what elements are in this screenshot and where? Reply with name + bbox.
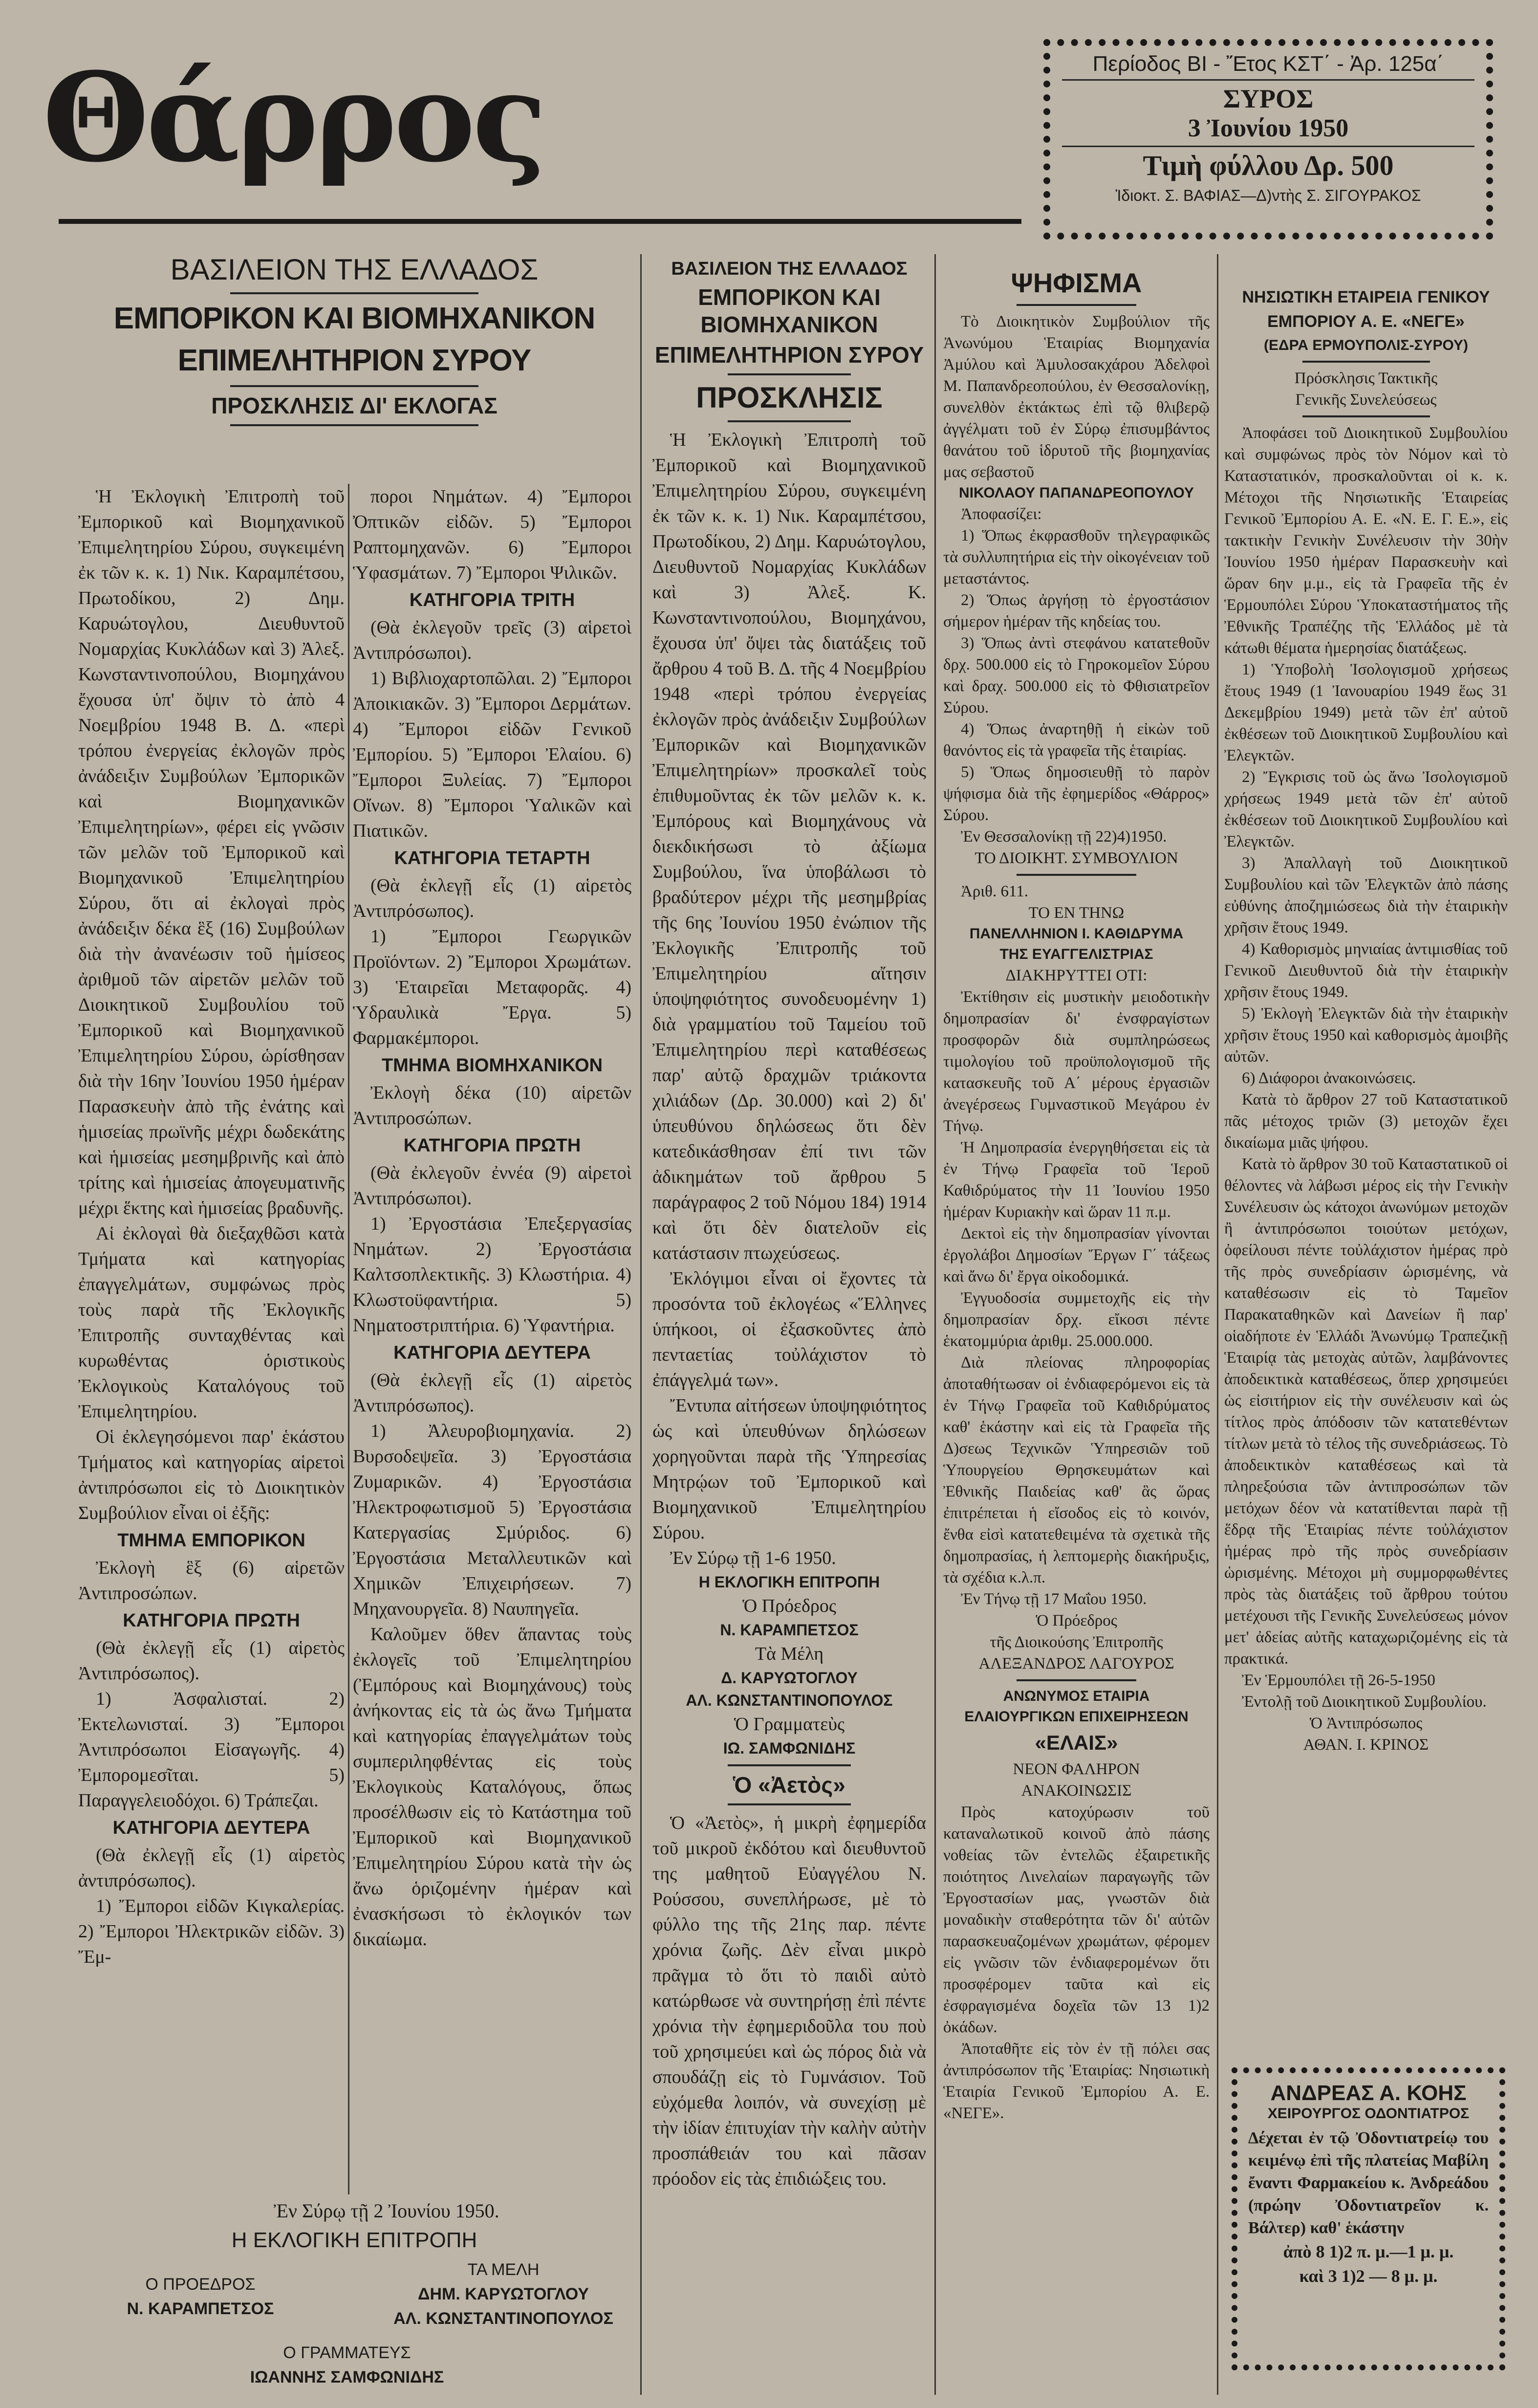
paragraph: (Θὰ ἐκλεγῇ εἷς (1) αἱρετὸς Ἀντιπρόσωπος).: [78, 1638, 345, 1684]
paragraph: 3) Ἀπαλλαγὴ τοῦ Διοικητικοῦ Συμβουλίου καὶ τῶν Ἐλεγκτῶν ἀπὸ πάσης εὐθύνης ἀποζημιώσεως διὰ τὴν ἑταιρικὴν χρῆσιν ἔτους 1949.: [1224, 854, 1508, 936]
divider: [1302, 361, 1430, 363]
issue-date: 3 Ἰουνίου 1950: [1062, 114, 1474, 147]
paragraph: Ἐν Θεσσαλονίκῃ τῇ 22)4)1950.: [961, 828, 1167, 846]
heading: ΚΑΤΗΓΟΡΙΑ ΠΡΩΤΗ: [123, 1610, 300, 1631]
heading: ΕΜΠΟΡΙΟΥ Α. Ε. «ΝΕΓΕ»: [1267, 312, 1465, 331]
kingdom-heading: [78, 252, 630, 287]
ad-hours: καὶ 3 1)2 — 8 μ. μ.: [1299, 2266, 1438, 2286]
ad-profession: ΧΕΙΡΟΥΡΓΟΣ ΟΔΟΝΤΙΑΤΡΟΣ: [1267, 2105, 1470, 2122]
centered-line: Ὁ Γραμματεὺς: [734, 1714, 845, 1735]
divider: [230, 424, 479, 426]
masthead-rule: [59, 219, 1021, 224]
centered-line: ΤΟ ΕΝ ΤΗΝΩ: [1028, 904, 1125, 922]
president-label: Ο ΠΡΟΕΔΡΟΣ: [145, 2275, 256, 2294]
city: ΣΥΡΟΣ: [1223, 84, 1314, 113]
paragraph: Ἐν Τήνῳ τῇ 17 Μαΐου 1950.: [961, 1590, 1147, 1608]
signature-line: Ν. ΚΑΡΑΜΠΕΤΣΟΣ: [720, 1621, 859, 1639]
paragraph: Ἡ Ἐκλογικὴ Ἐπιτροπὴ τοῦ Ἐμπορικοῦ καὶ Βιομηχανικοῦ Ἐπιμελητηρίου Σύρου, συγκειμένη ἐκ τῶν κ. κ. 1) Νικ. Καραμπέτσου, Πρωτοδίκου, 2) Δημ. Καρυώτογλου, Διευθυντοῦ Νομαρχίας Κυκλάδων καὶ 3) Ἀλεξ. Κωνσταντινοπούλου, Βιομηχάνου ἔχουσα ὑπ' ὄψιν τὸ ἀπὸ 4 Νοεμβρίου 1948 Β. Δ. «περὶ τρόπου ἐνεργείας ἐκλογῶν πρὸς ἀνάδειξιν Συμβούλων Ἐμπορικῶν καὶ Βιομηχανικῶν Ἐπιμελητηρίων», φέρει εἰς γνῶσιν τῶν μελῶν τοῦ Ἐμπορικοῦ καὶ Βιομηχανικοῦ Ἐπιμελητηρίου Σύρου, ὅτι αἱ ἐκλογαὶ πρὸς ἀνάδειξιν δέκα ἓξ (16) Συμβούλων διὰ τὴν ἀνανέωσιν τοῦ ἡμίσεος ἀριθμοῦ τῶν αἱρετῶν μελῶν τοῦ Διοικητικοῦ Συμβουλίου τοῦ Ἐμπορικοῦ καὶ Βιομηχανικοῦ Ἐπιμελητηρίου Σύρου, ὡρίσθησαν διὰ τὴν 16ην Ἰουνίου 1950 ἡμέραν Παρασκευὴν ἀπὸ τῆς ἐνάτης καὶ ἡμισείας πρωϊνῆς μέχρι δωδεκάτης καὶ ἡμισείας μεσημβρινῆς καὶ ἀπὸ τρίτης καὶ ἡμισείας ἀπογευματινῆς μέχρι ἕκτης καὶ ἡμισείας βραδυνῆς.: [78, 486, 345, 1218]
paragraph: Δεκτοὶ εἰς τὴν δημοπρασίαν γίνονται ἐργολάβοι Δημοσίων Ἔργων Γ΄ τάξεως καὶ ἄνω δι' ἔργα οἰκοδομικά.: [943, 1225, 1210, 1285]
paragraph: Κατὰ τὸ ἄρθρον 30 τοῦ Καταστατικοῦ οἱ θέλοντες νὰ λάβωσι μέρος εἰς τὴν Γενικὴν Συνέλευσιν ὡς κάτοχοι ἀνωνύμων μετοχῶν ἢ ἀντιπρόσωποι τοιούτων μετόχων, ὀφείλουσι πέντε τοὐλάχιστον ἡμέρας πρὸ τῆς πρὸς συνεδρίασιν ὡρισμένης, νὰ καταθέσωσιν εἰς τὸ Ταμεῖον Παρακαταθηκῶν καὶ Δανείων ἢ παρ' οἱαδήποτε ἐν Ἑλλάδι Ἀνωνύμῳ Τραπεζικῇ Ἑταιρίᾳ τὰς μετοχὰς αὐτῶν, λαμβάνοντες ἀποδεικτικὰ καταθέσεως, ὅπερ χρησιμεύει ὡς εἰσιτήριον εἰς τὴν συνέλευσιν καὶ ὡς τίτλος πρὸς ἀπόδοσιν τῶν κατατεθέντων τίτλων μετὰ τὸ τέλος τῆς συνεδριάσεως. Τὸ ἀποδεικτικὸν καταθέσεως καὶ τὰ πληρεξούσια τῶν ἀντιπροσώπων τῶν μετόχων δέον νὰ κατατίθενται παρὰ τῇ ἕδρᾳ τῆς Ἑταιρίας πέντε τοὐλάχιστον ἡμέρας πρὸ τῆς πρὸς συνεδρίασιν ὡρισμένης. Μέτοχοι μὴ συμμορφωθέντες πρὸς τὰς διατάξεις τοῦ ἄρθρου τούτου μετέχουσι τῆς Γενικῆς Συνελεύσεως μόνον μετ' ἀδείας αὐτῆς καταχωριζομένης εἰς τὰ πρακτικά.: [1224, 1155, 1508, 1668]
committee-label: Η ΕΚΛΟΓΙΚΗ ΕΠΙΤΡΟΠΗ: [231, 2228, 477, 2252]
divider: [230, 292, 479, 294]
paragraph: 2) Ὅπως ἀργήσῃ τὸ ἐργοστάσιον σήμερον ἡμέραν τῆς κηδείας του.: [943, 591, 1210, 630]
centered-line: Ὁ Πρόεδρος: [742, 1596, 836, 1616]
heading: Ὁ «Ἀετὸς»: [733, 1772, 845, 1798]
paragraph: 1) Ὅπως ἐκφρασθοῦν τηλεγραφικῶς τὰ συλλυπητήρια εἰς τὴν οἰκογένειαν τοῦ μεταστάντος.: [943, 527, 1210, 587]
paragraph: Ἡ Δημοπρασία ἐνεργηθήσεται εἰς τὰ ἐν Τήνῳ Γραφεῖα τοῦ Ἱεροῦ Καθιδρύματος τὴν 11 Ἰουνίου 1950 ἡμέραν Κυριακὴν καὶ ὥραν 11 π.μ.: [943, 1139, 1210, 1221]
paragraph: Ἔντυπα αἰτήσεων ὑποψηφιότητος ὡς καὶ ὑπευθύνων δηλώσεων χορηγοῦνται παρὰ τῆς Ὑπηρεσίας Μητρῴων τοῦ Ἐμπορικοῦ καὶ Βιομηχανικοῦ Ἐπιμελητηρίου Σύρου.: [652, 1395, 926, 1543]
paragraph: 1) Ἐργοστάσια Ἐπεξεργασίας Νημάτων. 2) Ἐργοστάσια Καλτσοπλεκτικῆς. 3) Κλωστήρια. 4) Κλωστοϋφαντήρια. 5) Νηματοστριπτήρια. 6) Ὑφαντήρια.: [353, 1214, 631, 1336]
chamber-heading: [78, 341, 630, 380]
heading: ΚΑΤΗΓΟΡΙΑ ΤΡΙΤΗ: [409, 590, 575, 610]
signature-line: ΤΗΣ ΕΥΑΓΓΕΛΙΣΤΡΙΑΣ: [999, 946, 1153, 962]
paragraph: Αἱ ἐκλογαὶ θὰ διεξαχθῶσι κατὰ Τμήματα καὶ κατηγορίας ἐπαγγελμάτων, συμφώνως πρὸς τοὺς παρὰ τῆς Ἐκλογικῆς Ἐπιτροπῆς συνταχθέντας καὶ κυρωθέντας ὁριστικοὺς Ἐκλογικοὺς Καταλόγους τοῦ Ἐπιμελητηρίου.: [78, 1223, 345, 1422]
paragraph: (Θὰ ἐκλεγοῦν ἐννέα (9) αἱρετοὶ Ἀντιπρόσωποι).: [353, 1163, 631, 1209]
paragraph: (Θὰ ἐκλεγῇ εἷς (1) αἱρετὸς Ἀντιπρόσωπος).: [353, 1370, 631, 1416]
centered-line: ΤΟ ΔΙΟΙΚΗΤ. ΣΥΜΒΟΥΛΙΟΝ: [975, 849, 1178, 867]
president-name: Ν. ΚΑΡΑΜΠΕΤΣΟΣ: [127, 2300, 274, 2318]
divider: [230, 385, 479, 387]
heading: ΕΜΠΟΡΙΚΟΝ ΚΑΙ ΒΙΟΜΗΧΑΝΙΚΟΝ: [698, 284, 881, 337]
column-invitation-and-aetos: [652, 254, 926, 2191]
divider: [728, 373, 851, 375]
paragraph: Ἀποφάσει τοῦ Διοικητικοῦ Συμβουλίου καὶ συμφώνως πρὸς τὸν Νόμον καὶ τὸ Καταστατικόν, προσκαλοῦνται οἱ κ. κ. Μέτοχοι τῆς Νησιωτικῆς Ἑταιρείας Γενικοῦ Ἐμπορίου Α. Ε. «Ν. Ε. Γ. Ε.», εἰς τακτικὴν Γενικὴν Συνέλευσιν τὴν 30ὴν Ἰουνίου 1950 ἡμέραν Παρασκευὴν καὶ ὥραν 6ην μ.μ., εἰς τὰ Γραφεῖα τῆς ἐν Ἑρμουπόλει Σύρου Ὑποκαταστήματος τῆς Ἐθνικῆς Τραπέζης τῆς Ἑλλάδος μὲ τὰ κάτωθι θέματα ἡμερησίας διατάξεως.: [1224, 424, 1508, 657]
paragraph: (Θὰ ἐκλεγῇ εἷς (1) αἱρετὸς ἀντιπρόσωπος).: [78, 1845, 345, 1891]
centered-line: Πρόσκλησις Τακτικῆς: [1294, 369, 1438, 387]
issue-info: Περίοδος ΒΙ - Ἔτος ΚΣΤ΄ - Ἀρ. 125α΄: [1062, 52, 1474, 81]
member-name: ΑΛ. ΚΩΝΣΤΑΝΤΙΝΟΠΟΥΛΟΣ: [393, 2309, 613, 2328]
paragraph: Ἐκλογὴ δέκα (10) αἱρετῶν Ἀντιπροσώπων.: [353, 1083, 631, 1128]
divider: [1017, 874, 1136, 876]
dateline: Ἐν Σύρῳ τῇ 2 Ἰουνίου 1950.: [274, 2200, 499, 2222]
signature-line: ΕΛΑΙΟΥΡΓΙΚΩΝ ΕΠΙΧΕΙΡΗΣΕΩΝ: [964, 1709, 1189, 1725]
divider: [1017, 1679, 1136, 1681]
paragraph: 1) Ὑποβολὴ Ἰσολογισμοῦ χρήσεως ἔτους 1949 (1 Ἰανουαρίου 1949 ἕως 31 Δεκεμβρίου 1949) μετὰ τῶν ἐπ' αὐτοῦ ἐκθέσεων τοῦ Διοικητικοῦ Συμβουλίου καὶ Ἐλεγκτῶν.: [1224, 661, 1508, 764]
centered-line: ΑΝΑΚΟΙΝΩΣΙΣ: [1021, 1782, 1132, 1800]
column-divider: [934, 254, 936, 2395]
signature-line: ΙΩ. ΣΑΜΦΩΝΙΔΗΣ: [723, 1739, 856, 1757]
divider: [728, 1764, 851, 1766]
paragraph: Κατὰ τὸ ἄρθρον 27 τοῦ Καταστατικοῦ πᾶς μέτοχος τριῶν (3) μετοχῶν ἔχει δικαίωμα μιᾶς ψήφου.: [1224, 1091, 1508, 1151]
paragraph: 6) Διάφοροι ἀνακοινώσεις.: [1242, 1069, 1416, 1087]
column-election-notice-a: [78, 484, 345, 1970]
member-name: ΔΗΜ. ΚΑΡΥΩΤΟΓΛΟΥ: [418, 2285, 589, 2303]
centered-line: ΔΙΑΚΗΡΥΤΤΕΙ ΟΤΙ:: [1005, 967, 1148, 984]
signature-line: ΑΝΩΝΥΜΟΣ ΕΤΑΙΡΙΑ: [1003, 1688, 1150, 1704]
election-notice-header: [78, 249, 630, 431]
chamber-heading: [78, 299, 630, 338]
heading: ΚΑΤΗΓΟΡΙΑ ΔΕΥΤΕΡΑ: [393, 1343, 591, 1363]
newspaper-title: Θάρρος: [43, 45, 544, 189]
heading: ΤΜΗΜΑ ΕΜΠΟΡΙΚΟΝ: [117, 1530, 305, 1551]
members-label: ΤΑ ΜΕΛΗ: [467, 2260, 540, 2279]
paragraph: 4) Καθορισμὸς μηνιαίας ἀντιμισθίας τοῦ Γενικοῦ Διευθυντοῦ διὰ τὴν ἑταιρικὴν χρῆσιν ἔτους 1949.: [1224, 940, 1508, 1001]
election-signatures: [78, 2199, 630, 2395]
heading: ΨΗΦΙΣΜΑ: [1011, 267, 1142, 298]
heading: ΚΑΤΗΓΟΡΙΑ ΤΕΤΑΡΤΗ: [394, 848, 590, 868]
chamber-text: ΕΜΠΟΡΙΚΟΝ ΚΑΙ ΒΙΟΜΗΧΑΝΙΚΟΝ: [113, 302, 595, 335]
paragraph: ποροι Νημάτων. 4) Ἔμποροι Ὀπτικῶν εἰδῶν. 5) Ἔμποροι Ραπτομηχανῶν. 6) Ἔμποροι Ὑφασμάτων. 7) Ἔμποροι Ψιλικῶν.: [353, 486, 631, 583]
paragraph: Ἐκλόγιμοι εἶναι οἱ ἔχοντες τὰ προσόντα τοῦ ἐκλογέως «Ἕλληνες ὑπήκοοι, οἱ ἐξασκοῦντες ἀπὸ πενταετίας τοὐλάχιστον τὸ ἐπάγγελμά των».: [652, 1268, 926, 1390]
centered-line: Τὰ Μέλη: [755, 1644, 824, 1664]
paragraph: Καλοῦμεν ὅθεν ἅπαντας τοὺς ἐκλογεῖς τοῦ Ἐπιμελητηρίου (Ἐμπόρους καὶ Βιομηχάνους) τοὺς ἀνήκοντας εἰς τὰ ὡς ἄνω Τμήματα καὶ κατηγορίας ἐπαγγελμάτων τοὺς συμπεριληφθέντας εἰς τοὺς Ἐκλογικοὺς Καταλόγους, ὅπως προσέλθωσιν εἰς τὸ Κατάστημα τοῦ Ἐμπορικοῦ καὶ Βιομηχανικοῦ Ἐπιμελητηρίου Σύρου κατὰ τὴν ὡς ἄνω ὁριζομένην ἡμέραν καὶ ἐνασκήσωσι τὸ ἐκλογικόν των δικαίωμα.: [353, 1624, 631, 1950]
paragraph: Ἐντολῇ τοῦ Διοικητικοῦ Συμβουλίου.: [1242, 1693, 1487, 1711]
signature-line: (ΕΔΡΑ ΕΡΜΟΥΠΟΛΙΣ-ΣΥΡΟΥ): [1264, 337, 1468, 353]
signature-line: Δ. ΚΑΡΥΩΤΟΓΛΟΥ: [721, 1669, 858, 1687]
column-divider: [348, 484, 349, 2194]
paragraph: 5) Ἐκλογὴ Ἐλεγκτῶν διὰ τὴν ἑταιρικὴν χρῆσιν ἔτους 1950 καὶ καθορισμὸς ἀμοιβῆς αὐτῶν.: [1224, 1005, 1508, 1065]
kingdom-text: ΒΑΣΙΛΕΙΟΝ ΤΗΣ ΕΛΛΑΔΟΣ: [170, 253, 539, 286]
divider: [728, 420, 851, 422]
signature-line: ΠΑΝΕΛΛΗΝΙΟΝ Ι. ΚΑΘΙΔΡΥΜΑ: [969, 926, 1184, 942]
paragraph: Ἐκτίθησιν εἰς μυστικὴν μειοδοτικὴν δημοπρασίαν δι' ἐνσφραγίστων προσφορῶν διὰ συμπληρώσεως τιμολογίου τοῦ προϋπολογισμοῦ τῆς κατασκευῆς τοῦ Α΄ μέρους ἐργασιῶν ἀνεγέρσεως Γυμναστικοῦ Μεγάρου ἐν Τήνῳ.: [943, 988, 1210, 1135]
paragraph: Ἐν Ἑρμουπόλει τῇ 26-5-1950: [1242, 1671, 1435, 1689]
ad-body: Δέχεται ἐν τῷ Ὀδοντιατρείῳ του κειμένῳ ἐπὶ τῆς πλατείας Μαβίλη ἔναντι Φαρμακείου κ. Ἀνδρεάδου (πρώην Ὀδοντιατρεῖον κ. Βάλτερ) καθ' ἑκάστην: [1248, 2129, 1489, 2237]
paragraph: Οἱ ἐκλεγησόμενοι παρ' ἑκάστου Τμήματος καὶ κατηγορίας αἱρετοὶ ἀντιπρόσωποι εἰς τὸ Διοικητικὸν Συμβούλιον εἶναι οἱ ἐξῆς:: [78, 1427, 345, 1523]
paragraph: (Θὰ ἐκλεγοῦν τρεῖς (3) αἱρετοὶ Ἀντιπρόσωποι).: [353, 617, 631, 663]
paragraph: 5) Ὅπως δημοσιευθῇ τὸ παρὸν ψήφισμα διὰ τῆς ἐφημερίδος «Θάρρος» Σύρου.: [943, 763, 1210, 824]
centered-line: ΑΛΕΞΑΝΔΡΟΣ ΛΑΓΟΥΡΟΣ: [978, 1655, 1174, 1672]
column-divider: [1217, 254, 1218, 2395]
heading: ΚΑΤΗΓΟΡΙΑ ΔΕΥΤΕΡΑ: [112, 1818, 310, 1838]
newspaper-logo: [43, 20, 544, 215]
centered-line: ΑΘΑΝ. Ι. ΚΡΙΝΟΣ: [1303, 1736, 1429, 1754]
signature-line: Η ΕΚΛΟΓΙΚΗ ΕΠΙΤΡΟΠΗ: [698, 1573, 880, 1591]
paragraph: 4) Ὅπως ἀναρτηθῇ ἡ εἰκὼν τοῦ θανόντος εἰς τὰ γραφεῖα τῆς ἑταιρίας.: [943, 720, 1210, 759]
paragraph: 1) Ἔμποροι εἰδῶν Κιγκαλερίας. 2) Ἔμποροι Ἠλεκτρικῶν εἰδῶν. 3) Ἔμ-: [78, 1896, 345, 1967]
price: Τιμὴ φύλλου Δρ. 500: [1143, 150, 1394, 181]
heading: ΒΑΣΙΛΕΙΟΝ ΤΗΣ ΕΛΛΑΔΟΣ: [671, 259, 908, 279]
paragraph: 3) Ὅπως ἀντὶ στεφάνου κατατεθοῦν δρχ. 500.000 εἰς τὸ Γηροκομεῖον Σύρου καὶ δραχ. 500.000 εἰς τὸ Φθισιατρεῖον Σύρου.: [943, 634, 1210, 716]
paragraph: 1) Ἀσφαλισταί. 2) Ἐκτελωνισταί. 3) Ἔμποροι Ἀντιπρόσωποι Εἰσαγωγῆς. 4) Ἐμπορομεσῖται. 5) Παραγγελειοδόχοι. 6) Τράπεζαι.: [78, 1689, 345, 1811]
paragraph: Ἐκλογὴ ἓξ (6) αἱρετῶν Ἀντιπροσώπων.: [78, 1558, 345, 1604]
owners: Ἰδιοκτ. Σ. ΒΑΦΙΑΣ—Δ)ντὴς Σ. ΣΙΓΟΥΡΑΚΟΣ: [1115, 187, 1421, 204]
paragraph: Ὁ «Ἀετὸς», ἡ μικρὴ ἐφημερίδα τοῦ μικροῦ ἐκδότου καὶ διευθυντοῦ της μαθητοῦ Εὐαγγέλου Ν. Ρούσσου, συνεπλήρωσε, μὲ τὸ φύλλο της τῆς 21ης παρ. πέντε χρόνια ζωῆς. Δὲν εἶναι μικρὸ πρᾶγμα τὸ ὅτι τὸ παιδὶ αὐτὸ κατώρθωσε νὰ συντηρήσῃ ἐπὶ πέντε χρόνια τὴν ἐφημεριδοῦλα του ποὺ τοῦ χρησιμεύει καὶ ὡς πόρος διὰ νὰ σπουδάζῃ εἰς τὸ Γυμνάσιον. Τοῦ εὐχόμεθα λοιπόν, νὰ συνεχίσῃ μὲ τὴν ἰδίαν ἐπιτυχίαν τὴν καλὴν αὐτὴν προσπάθειάν του καὶ πᾶσαν πρόοδον εἰς τὰς ἐπιδιώξεις του.: [652, 1813, 926, 2189]
subtitle-text: ΠΡΟΣΚΛΗΣΙΣ ΔΙ' ΕΚΛΟΓΑΣ: [211, 393, 498, 418]
divider: [1302, 415, 1430, 417]
ad-name: ΑΝΔΡΕΑΣ Α. ΚΟΗΣ: [1270, 2081, 1467, 2105]
heading: «ΕΛΑΙΣ»: [1035, 1731, 1118, 1754]
paragraph: 1) Βιβλιοχαρτοπῶλαι. 2) Ἔμποροι Ἀποικιακῶν. 3) Ἔμποροι Δερμάτων. 4) Ἔμποροι εἰδῶν Γενικοῦ Ἐμπορίου. 5) Ἔμποροι Ἐλαίου. 6) Ἔμποροι Ξυλείας. 7) Ἔμποροι Οἴνων. 8) Ἔμποροι Ὑαλικῶν καὶ Πιατικῶν.: [353, 668, 631, 841]
heading: ΤΜΗΜΑ ΒΙΟΜΗΧΑΝΙΚΟΝ: [381, 1055, 603, 1076]
paragraph: Ἐγγυοδοσία συμμετοχῆς εἰς τὴν δημοπρασίαν δρχ. εἴκοσι πέντε ἑκατομμύρια ἀριθμ. 25.000.000.: [943, 1289, 1210, 1350]
paragraph: Ἡ Ἐκλογικὴ Ἐπιτροπὴ τοῦ Ἐμπορικοῦ καὶ Βιομηχανικοῦ Ἐπιμελητηρίου Σύρου, συγκειμένη ἐκ τῶν κ. κ. 1) Νικ. Καραμπέτσου, Πρωτοδίκου, 2) Δημ. Καρυώτογλου, Διευθυντοῦ Νομαρχίας Κυκλάδων καὶ 3) Ἀλεξ. Κ. Κωνσταντινοπούλου, Βιομηχάνου, ἔχουσα ὑπ' ὄψει τὰς διατάξεις τοῦ ἄρθρου 4 τοῦ Β. Δ. τῆς 4 Νοεμβρίου 1948 «περὶ τρόπου ἐνεργείας ἐκλογῶν πρὸς ἀνάδειξιν Συμβούλων Ἐμπορικῶν καὶ Βιομηχανικῶν Ἐπιμελητηρίων» προσκαλεῖ τοὺς ἐπιθυμοῦντας ἐκ τῶν μελῶν κ. κ. Ἐμπόρους καὶ Βιομηχάνους νὰ διεκδικήσωσι τὸ ἀξίωμα Συμβούλου, ἵνα ὑποβάλωσι τὸ βραδύτερον μέχρι τῆς μεσημβρίας τῆς 6ης Ἰουνίου 1950 ἐνώπιον τῆς Ἐκλογικῆς Ἐπιτροπῆς τοῦ Ἐπιμελητηρίου αἴτησιν ὑποψηφιότητος συνοδευομένην 1) διὰ γραμματίου τοῦ Ταμείου τοῦ Ἐπιμελητηρίου περὶ καταθέσεως παρ' αὐτῷ δραχμῶν τριάκοντα χιλιάδων (Δρ. 30.000) καὶ 2) δι' ὑπευθύνου δηλώσεως ὅτι δὲν κατεδικάσθησαν ἐπί τινι τῶν ἀδικημάτων τοῦ ἄρθρου 5 παράγραφος 2 τοῦ Νόμου 184) 1914 καὶ ὅτι δὲν διατελοῦν εἰς κατάστασιν πτωχεύσεως.: [652, 430, 926, 1263]
signature-line: ΑΛ. ΚΩΝΣΤΑΝΤΙΝΟΠΟΥΛΟΣ: [686, 1692, 893, 1709]
paragraph: Πρὸς κατοχύρωσιν τοῦ καταναλωτικοῦ κοινοῦ ἀπὸ πάσης νοθείας τῶν ἐντελῶς ἐξαιρετικῆς ποιότητος Λινελαίων παραγωγῆς τῶν Ἐργοστασίων μας, γνωστῶν διὰ μοναδικὴν σταθερότητα τῶν δι' αὐτῶν παρασκευαζομένων χρωμάτων, φέρομεν εἰς γνῶσιν τῶν ἐνδιαφερομένων ὅτι προσφέρομεν ταῦτα καὶ εἰς ἐσφραγισμένα δοχεῖα τῶν 13 1)2 ὀκάδων.: [943, 1803, 1210, 2036]
secretary-label: Ο ΓΡΑΜΜΑΤΕΥΣ: [283, 2343, 411, 2362]
centered-line: Ὁ Πρόεδρος: [1036, 1612, 1117, 1629]
paragraph: 1) Ἀλευροβιομηχανία. 2) Βυρσοδεψεῖα. 3) Ἐργοστάσια Ζυμαρικῶν. 4) Ἐργοστάσια Ἠλεκτροφωτισμοῦ 5) Ἐργοστάσια Κατεργασίας Σμύριδος. 6) Ἐργοστάσια Μεταλλευτικῶν καὶ Χημικῶν Ἐπιχειρήσεων. 7) Μηχανουργεῖα. 8) Ναυπηγεῖα.: [353, 1421, 631, 1619]
paragraph: (Θὰ ἐκλεγῇ εἷς (1) αἱρετὸς Ἀντιπρόσωπος).: [353, 875, 631, 921]
centered-line: ΝΕΟΝ ΦΑΛΗΡΟΝ: [1013, 1760, 1140, 1778]
divider: [728, 1803, 851, 1805]
centered-line: Γενικῆς Συνελεύσεως: [1295, 391, 1437, 409]
heading: ΕΠΙΜΕΛΗΤΗΡΙΟΝ ΣΥΡΟΥ: [654, 342, 924, 368]
column-election-notice-b: [353, 484, 631, 1952]
dentist-advertisement: [1232, 2067, 1505, 2370]
column-nege-assembly: [1224, 283, 1508, 1756]
column-divider: [640, 254, 642, 2395]
paragraph: Ἀποφασίζει:: [961, 505, 1042, 523]
centered-line: Ὁ Ἀντιπρόσωπος: [1309, 1714, 1423, 1732]
centered-line: τῆς Διοικούσης Ἐπιτροπῆς: [990, 1633, 1163, 1651]
signature-line: ΝΙΚΟΛΑΟΥ ΠΑΠΑΝΔΡΕΟΠΟΥΛΟΥ: [959, 485, 1194, 501]
heading: ΚΑΤΗΓΟΡΙΑ ΠΡΩΤΗ: [403, 1135, 581, 1156]
secretary-name: ΙΩΑΝΝΗΣ ΣΑΜΦΩΝΙΔΗΣ: [250, 2368, 444, 2386]
masthead-info-box: [1043, 39, 1493, 239]
paragraph: 2) Ἔγκρισις τοῦ ὡς ἄνω Ἰσολογισμοῦ χρήσεως 1949 μετὰ τῶν ἐπ' αὐτοῦ ἐκθέσεων τοῦ Διοικητικοῦ Συμβουλίου καὶ Ἐλεγκτῶν.: [1224, 768, 1508, 850]
notice-subtitle: [78, 392, 630, 419]
paragraph: Ἐν Σύρῳ τῇ 1-6 1950.: [670, 1548, 836, 1568]
paragraph: Ἀποταθῆτε εἰς τὸν ἐν τῇ πόλει σας ἀντιπρόσωπον τῆς Ἑταιρίας: Νησιωτικὴ Ἑταιρία Γενικοῦ Ἐμπορίου Α. Ε. «ΝΕΓΕ».: [943, 2040, 1210, 2122]
divider: [1017, 304, 1136, 306]
paragraph: Τὸ Διοικητικὸν Συμβούλιον τῆς Ἀνωνύμου Ἑταιρίας Βιομηχανία Ἀμύλου καὶ Ἀμυλοσακχάρου Ἀδελφοὶ Μ. Παπανδρεοπούλου, ἐν Θεσσαλονίκῃ, συνελθὸν ἐκτάκτως ἐπὶ τῷ θλιβερῷ ἀγγέλματι τοῦ ἐν Σύρῳ ἐπισυμβάντος θανάτου τοῦ ἱδρυτοῦ τῆς βιομηχανίας μας σεβαστοῦ: [943, 313, 1210, 481]
heading: ΠΡΟΣΚΛΗΣΙΣ: [696, 381, 883, 414]
paragraph: Ἀριθ. 611.: [961, 883, 1029, 900]
paragraph: Διὰ πλείονας πληροφορίας ἀποταθήτωσαν οἱ ἐνδιαφερόμενοι εἰς τὰ ἐν Τήνῳ Γραφεῖα τοῦ Καθιδρύματος καθ' ἑκάστην καὶ εἰς τὰ Γραφεῖα τῆς Δ)σεως Τεχνικῶν Ὑπηρεσιῶν τοῦ Ὑπουργείου Θρησκευμάτων καὶ Ἐθνικῆς Παιδείας καθ' ἃς ὥρας ἐπιτρέπεται ἡ εἴσοδος εἰς τὸ κοινόν, ἔνθα εἰσὶ κατατεθειμένα τὰ σχετικὰ τῆς δημοπρασίας, ἡ λεπτομερὴς διακήρυξις, τὰ σχέδια κ.λ.π.: [943, 1354, 1210, 1586]
heading: ΝΗΣΙΩΤΙΚΗ ΕΤΑΙΡΕΙΑ ΓΕΝΙΚΟΥ: [1242, 288, 1490, 306]
ad-hours: ἀπὸ 8 1)2 π. μ.—1 μ. μ.: [1283, 2242, 1454, 2261]
column-resolution-and-notices: [943, 264, 1210, 2124]
chamber-text: ΕΠΙΜΕΛΗΤΗΡΙΟΝ ΣΥΡΟΥ: [177, 344, 531, 377]
paragraph: 1) Ἔμποροι Γεωργικῶν Προϊόντων. 2) Ἔμποροι Χρωμάτων. 3) Ἑταιρεῖαι Μεταφορᾶς. 4) Ὑδραυλικὰ Ἔργα. 5) Φαρμακέμποροι.: [353, 926, 631, 1048]
